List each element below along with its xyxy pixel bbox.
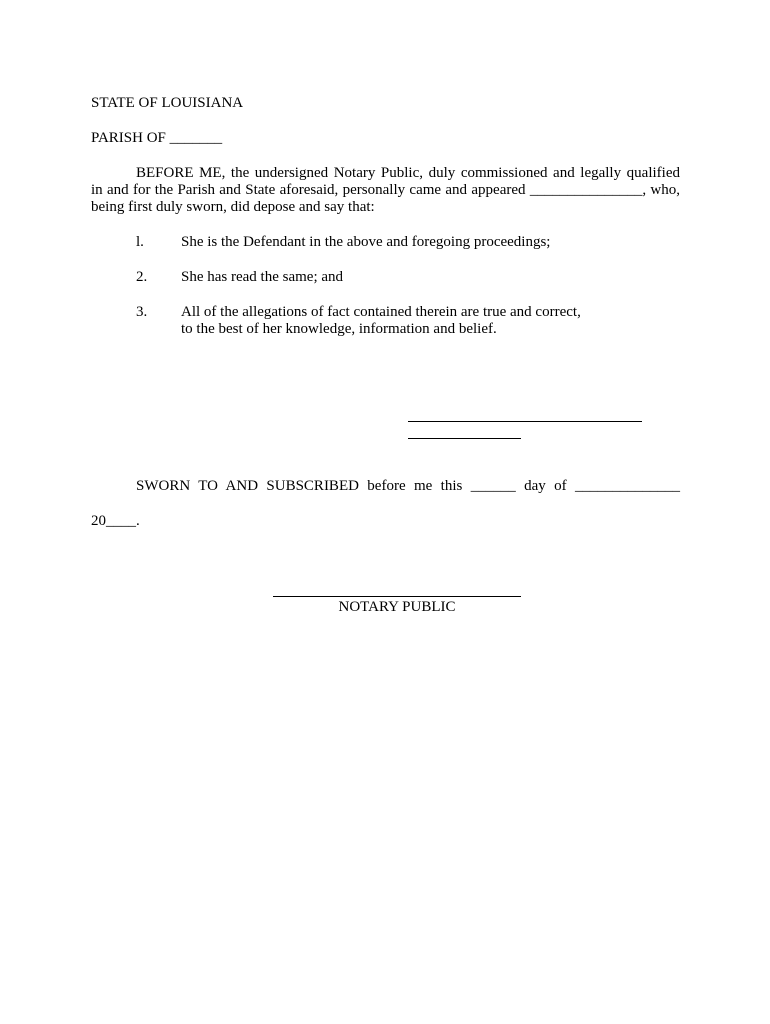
intro-paragraph bbox=[91, 165, 680, 216]
list-item-number: 2. bbox=[136, 269, 148, 285]
intro-line: BEFORE ME, the undersigned Notary Public, duly commissioned and legally qualified bbox=[136, 165, 680, 181]
list-item-text: She is the Defendant in the above and foregoing proceedings; bbox=[181, 234, 551, 250]
intro-line: being first duly sworn, did depose and say that: bbox=[91, 199, 375, 215]
list-item-number: 3. bbox=[136, 304, 148, 320]
list-item-text: All of the allegations of fact contained therein are true and correct, bbox=[181, 304, 581, 320]
affiant-name-line bbox=[408, 438, 521, 439]
list-item-number: l. bbox=[136, 234, 144, 250]
notary-signature-line bbox=[273, 596, 521, 597]
year-blank: 20____. bbox=[91, 513, 140, 529]
list-item-text: She has read the same; and bbox=[181, 269, 344, 285]
intro-line: in and for the Parish and State aforesaid, personally came and appeared _______________, who, bbox=[91, 182, 680, 198]
parish-heading: PARISH OF _______ bbox=[91, 130, 223, 146]
state-heading: STATE OF LOUISIANA bbox=[91, 95, 244, 111]
affiant-signature-line bbox=[408, 421, 642, 422]
sworn-statement: SWORN TO AND SUBSCRIBED before me this ______ day of ______________ bbox=[136, 478, 680, 494]
list-item-text-continued: to the best of her knowledge, information and belief. bbox=[181, 321, 497, 337]
notary-public-label: NOTARY PUBLIC bbox=[338, 599, 456, 615]
